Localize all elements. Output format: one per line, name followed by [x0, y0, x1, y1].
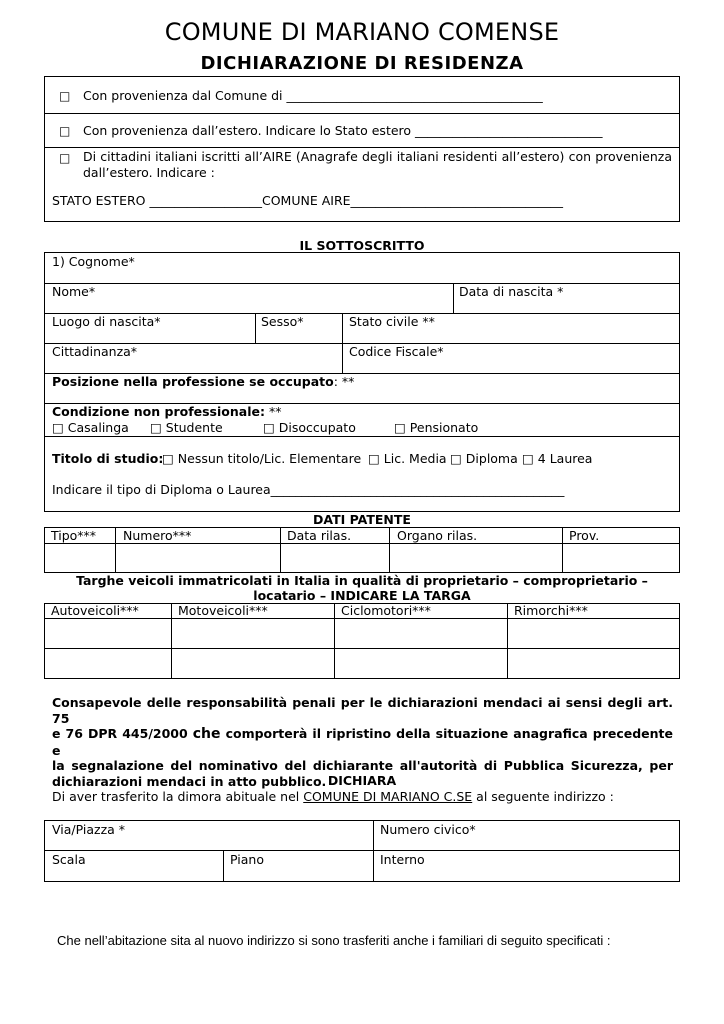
warning-line-2 [52, 726, 673, 758]
comune-title: COMUNE DI MARIANO COMENSE [164, 18, 560, 46]
divider [255, 313, 256, 343]
field-cittadinanza[interactable]: Cittadinanza* [52, 344, 138, 359]
field-posizione[interactable] [52, 374, 354, 390]
field-civico[interactable]: Numero civico* [380, 822, 476, 837]
patente-col-tipo: Tipo*** [51, 528, 97, 543]
patente-col-prov: Prov. [569, 528, 600, 543]
field-luogo-nascita[interactable]: Luogo di nascita* [52, 314, 161, 329]
divider [44, 147, 680, 148]
warning-line-2a: e 76 DPR 445/2000 [52, 726, 193, 741]
targhe-heading-1: Targhe veicoli immatricolati in Italia in qualità di proprietario – comproprietario – [76, 573, 648, 588]
option-comune: Con provenienza dal Comune di _________________________________________ [83, 88, 543, 103]
divider [373, 820, 374, 882]
field-sesso[interactable]: Sesso* [261, 314, 304, 329]
condizione-label: Condizione non professionale: [52, 404, 265, 419]
diploma-type-line[interactable]: Indicare il tipo di Diploma o Laurea_______________________________________________ [52, 482, 565, 497]
dichiara-text [52, 789, 614, 805]
dichiara-heading: DICHIARA [327, 773, 397, 788]
checkbox-aire[interactable]: □ [59, 151, 71, 165]
divider [342, 313, 343, 373]
field-interno[interactable]: Interno [380, 852, 425, 867]
field-nome[interactable]: Nome* [52, 284, 96, 299]
targhe-col-motoveicoli: Motoveicoli*** [178, 603, 268, 618]
posizione-label: Posizione nella professione se occupato [52, 374, 334, 389]
field-via[interactable]: Via/Piazza * [52, 822, 126, 837]
condizione-suffix: ** [264, 404, 282, 419]
divider [453, 283, 454, 313]
option-casalinga[interactable]: □ Casalinga [52, 420, 129, 435]
dichiara-comune-link: COMUNE DI MARIANO C.SE [303, 789, 473, 804]
option-laurea[interactable]: □ 4 Laurea [522, 451, 593, 466]
patente-col-numero: Numero*** [123, 528, 192, 543]
option-pensionato[interactable]: □ Pensionato [394, 420, 479, 435]
titolo-label: Titolo di studio: [52, 451, 164, 466]
field-scala[interactable]: Scala [52, 852, 86, 867]
option-nessun-titolo[interactable]: □ Nessun titolo/Lic. Elementare [162, 451, 362, 466]
option-studente[interactable]: □ Studente [150, 420, 223, 435]
checkbox-comune[interactable]: □ [59, 89, 71, 103]
warning-line-4: dichiarazioni mendaci in atto pubblico. [52, 773, 327, 789]
targhe-col-rimorchi: Rimorchi*** [514, 603, 588, 618]
option-lic-media[interactable]: □ Lic. Media [368, 451, 447, 466]
field-stato-civile[interactable]: Stato civile ** [349, 314, 435, 329]
field-piano[interactable]: Piano [230, 852, 264, 867]
divider [44, 436, 680, 437]
patente-heading: DATI PATENTE [313, 512, 411, 527]
targhe-col-ciclomotori: Ciclomotori*** [341, 603, 431, 618]
sottoscritto-heading: IL SOTTOSCRITTO [299, 238, 425, 253]
option-disoccupato[interactable]: □ Disoccupato [263, 420, 356, 435]
dichiara-text-a: Di aver trasferito la dimora abituale nel [52, 789, 304, 804]
warning-line-1: Consapevole delle responsabilità penali per le dichiarazioni mendaci ai sensi degli art. 75 [52, 695, 673, 726]
patente-col-data: Data rilas. [287, 528, 352, 543]
field-data-nascita[interactable]: Data di nascita * [459, 284, 564, 299]
targhe-col-autoveicoli: Autoveicoli*** [51, 603, 139, 618]
field-codice-fiscale[interactable]: Codice Fiscale* [349, 344, 444, 359]
document-title: DICHIARAZIONE DI RESIDENZA [200, 53, 524, 74]
warning-che: che [192, 726, 221, 742]
option-diploma[interactable]: □ Diploma [450, 451, 518, 466]
field-cognome[interactable]: 1) Cognome* [52, 254, 135, 269]
checkbox-estero[interactable]: □ [59, 124, 71, 138]
targhe-input-row[interactable] [45, 649, 679, 678]
divider [44, 850, 680, 851]
warning-line-2c: comporterà il ripristino della situazione anagrafica precedente e [52, 726, 674, 758]
divider [223, 850, 224, 882]
option-aire: Di cittadini italiani iscritti all’AIRE (Anagrafe degli italiani residenti all’estero) con provenienza dall’estero. Indicare : [83, 149, 672, 180]
indirizzo-table [44, 820, 680, 882]
dichiara-text-b: al seguente indirizzo : [472, 789, 614, 804]
targhe-heading-2: locatario – INDICARE LA TARGA [253, 588, 471, 603]
divider [44, 283, 680, 284]
patente-input-row[interactable] [45, 544, 679, 572]
stato-comune-line: STATO ESTERO __________________COMUNE AIRE__________________________________ [52, 193, 564, 208]
posizione-suffix: : ** [333, 374, 355, 389]
option-estero: Con provenienza dall’estero. Indicare lo Stato estero ______________________________ [83, 123, 603, 138]
targhe-input-row[interactable] [45, 619, 679, 648]
familiari-text: Che nell’abitazione sita al nuovo indirizzo si sono trasferiti anche i familiari di seguito specificati : [57, 933, 611, 948]
field-condizione [52, 404, 281, 420]
patente-col-organo: Organo rilas. [397, 528, 478, 543]
warning-line-3: la segnalazione del nominativo del dichiarante all'autorità di Pubblica Sicurezza, per [52, 758, 673, 773]
divider [44, 113, 680, 114]
